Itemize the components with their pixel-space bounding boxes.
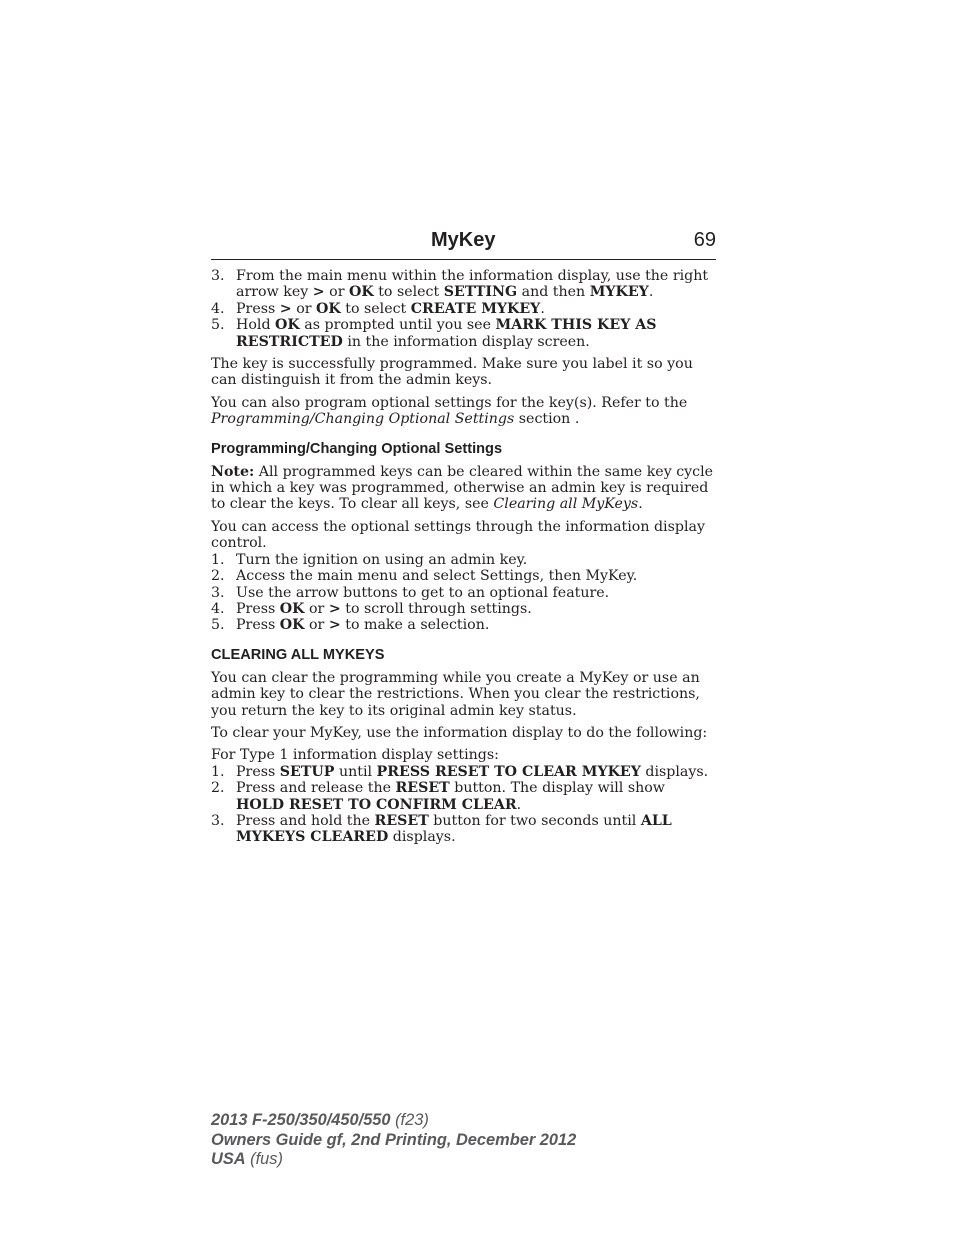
section-heading-optional-settings: Programming/Changing Optional Settings [211,440,503,457]
list-item: 3. From the main menu within the information display, use the right arrow key > or OK to select SETTING and then MYKEY. [211,268,709,301]
page-content [211,268,716,846]
cross-reference-link[interactable]: Programming/Changing Optional Settings [211,411,515,428]
footer-line-market: USA (fus) [211,1150,283,1168]
list-item: 5. Press OK or > to make a selection. [211,617,490,634]
list-item: 2. Access the main menu and select Settings, then MyKey. [211,568,638,585]
clear-mykeys-steps [211,764,716,846]
section-heading-clearing-mykeys: CLEARING ALL MYKEYS [211,646,385,663]
list-item: 3. Use the arrow buttons to get to an optional feature. [211,584,610,601]
list-item: 2. Press and release the RESET button. The display will show HOLD RESET TO CONFIRM CLEAR. [211,780,665,813]
note-paragraph: Note: All programmed keys can be cleared within the same key cycle in which a key was programmed, otherwise an admin key is required to clear the keys. To clear all keys, see Clearing all MyKeys. [211,463,714,513]
paragraph-type1-settings: For Type 1 information display settings: [211,747,499,764]
page-footer [211,1111,576,1170]
paragraph-clear-instructions: To clear your MyKey, use the information display to do the following: [211,724,708,741]
mykey-create-steps-continued [211,268,716,350]
list-item: 3. Press and hold the RESET button for two seconds until ALL MYKEYS CLEARED displays. [211,812,672,846]
list-item: 4. Press > or OK to select CREATE MYKEY. [211,300,545,317]
page-title: MyKey [431,229,496,251]
paragraph-optional-settings: You can also program optional settings for the key(s). Refer to the Programming/Changing Optional Settings section . [211,394,688,428]
list-item: 1. Turn the ignition on using an admin key. [211,551,528,568]
note-label: Note: [211,463,255,480]
page-number: 69 [693,229,716,251]
list-item: 5. Hold OK as prompted until you see MARK THIS KEY AS RESTRICTED in the information display screen. [211,317,657,350]
paragraph-clear-programming: You can clear the programming while you create a MyKey or use an admin key to clear the restrictions. When you clear the restrictions, you return the key to its original admin key status. [211,669,700,719]
page-header [211,229,716,260]
footer-line-model: 2013 F-250/350/450/550 (f23) [211,1111,429,1129]
optional-settings-steps [211,552,716,634]
footer-line-edition: Owners Guide gf, 2nd Printing, December 2012 [211,1130,577,1149]
cross-reference-link[interactable]: Clearing all MyKeys [493,496,639,513]
paragraph-access-settings: You can access the optional settings through the information display control. [211,518,705,552]
list-item: 4. Press OK or > to scroll through settings. [211,600,532,617]
paragraph-key-programmed: The key is successfully programmed. Make sure you label it so you can distinguish it from the admin keys. [211,356,693,389]
list-item: 1. Press SETUP until PRESS RESET TO CLEAR MYKEY displays. [211,763,709,780]
